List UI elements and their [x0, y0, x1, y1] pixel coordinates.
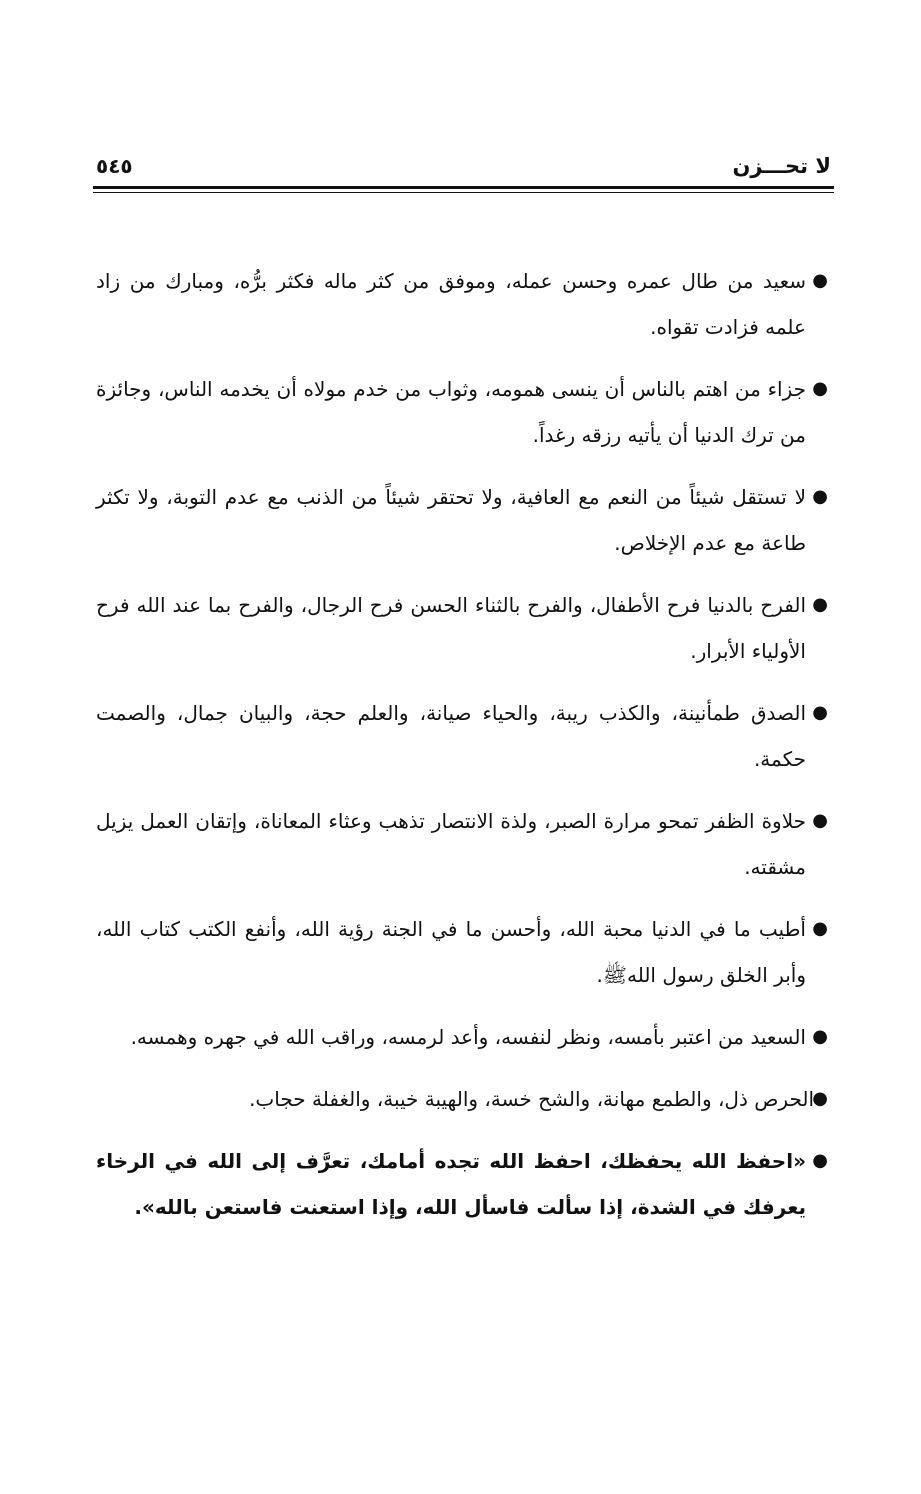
page-number: ٥٤٥: [96, 154, 133, 178]
aphorism-item: [96, 258, 828, 350]
bullet-icon: ●: [812, 486, 828, 507]
aphorism-text: لا تستقل شيئاً من النعم مع العافية، ولا تحتقر شيئاً من الذنب مع عدم التوبة، ولا تكثر طاعة مع عدم الإخلاص.: [96, 485, 806, 555]
aphorism-text: السعيد من اعتبر بأمسه، ونظر لنفسه، وأعد لرمسه، وراقب الله في جهره وهمسه.: [130, 1025, 806, 1049]
aphorism-item: [96, 1076, 828, 1122]
aphorism-text: أطيب ما في الدنيا محبة الله، وأحسن ما في الجنة رؤية الله، وأنفع الكتب كتاب الله، وأبر الخلق رسول اللهﷺ.: [96, 917, 806, 987]
aphorism-text: سعيد من طال عمره وحسن عمله، وموفق من كثر ماله فكثر برُّه، ومبارك من زاد علمه فزادت تقواه.: [96, 269, 806, 339]
page-header: [96, 150, 831, 180]
aphorism-text: الصدق طمأنينة، والكذب ريبة، والحياء صيانة، والعلم حجة، والبيان جمال، والصمت حكمة.: [96, 701, 806, 771]
aphorism-item: [96, 474, 828, 566]
bullet-icon: ●: [812, 810, 828, 831]
bullet-icon: ●: [812, 918, 828, 939]
aphorism-item: [96, 690, 828, 782]
bullet-icon: ●: [812, 702, 828, 723]
header-rule-thick: [93, 186, 834, 189]
bullet-icon: ●: [812, 594, 828, 615]
bullet-icon: ●: [812, 1088, 828, 1109]
bullet-icon: ●: [812, 270, 828, 291]
running-title: لا تحـــزن: [732, 154, 831, 178]
aphorism-item: [96, 906, 828, 998]
bullet-icon: ●: [812, 378, 828, 399]
aphorism-text: الحرص ذل، والطمع مهانة، والشح خسة، والهيبة خيبة، والغفلة حجاب.: [249, 1087, 814, 1111]
aphorism-text: حلاوة الظفر تمحو مرارة الصبر، ولذة الانتصار تذهب وعثاء المعاناة، وإتقان العمل يزيل مشقته.: [96, 809, 806, 879]
header-rule-thin: [93, 192, 834, 193]
hadith-text: «احفظ الله يحفظك، احفظ الله تجده أمامك، تعرَّف إلى الله في الرخاء يعرفك في الشدة، إذا سألت فاسأل الله، وإذا استعنت فاستعن بالله».: [96, 1149, 806, 1219]
aphorism-item: [96, 366, 828, 458]
aphorism-list: [96, 258, 828, 1246]
aphorism-text: الفرح بالدنيا فرح الأطفال، والفرح بالثناء الحسن فرح الرجال، والفرح بما عند الله فرح الأولياء الأبرار.: [96, 593, 806, 663]
aphorism-item: [96, 798, 828, 890]
bullet-icon: ●: [812, 1026, 828, 1047]
hadith-item: [96, 1138, 828, 1230]
aphorism-item: [96, 582, 828, 674]
bullet-icon: ●: [812, 1150, 828, 1171]
aphorism-text: جزاء من اهتم بالناس أن ينسى همومه، وثواب من خدم مولاه أن يخدمه الناس، وجائزة من ترك الدنيا أن يأتيه رزقه رغداً.: [96, 377, 806, 447]
aphorism-item: [96, 1014, 828, 1060]
